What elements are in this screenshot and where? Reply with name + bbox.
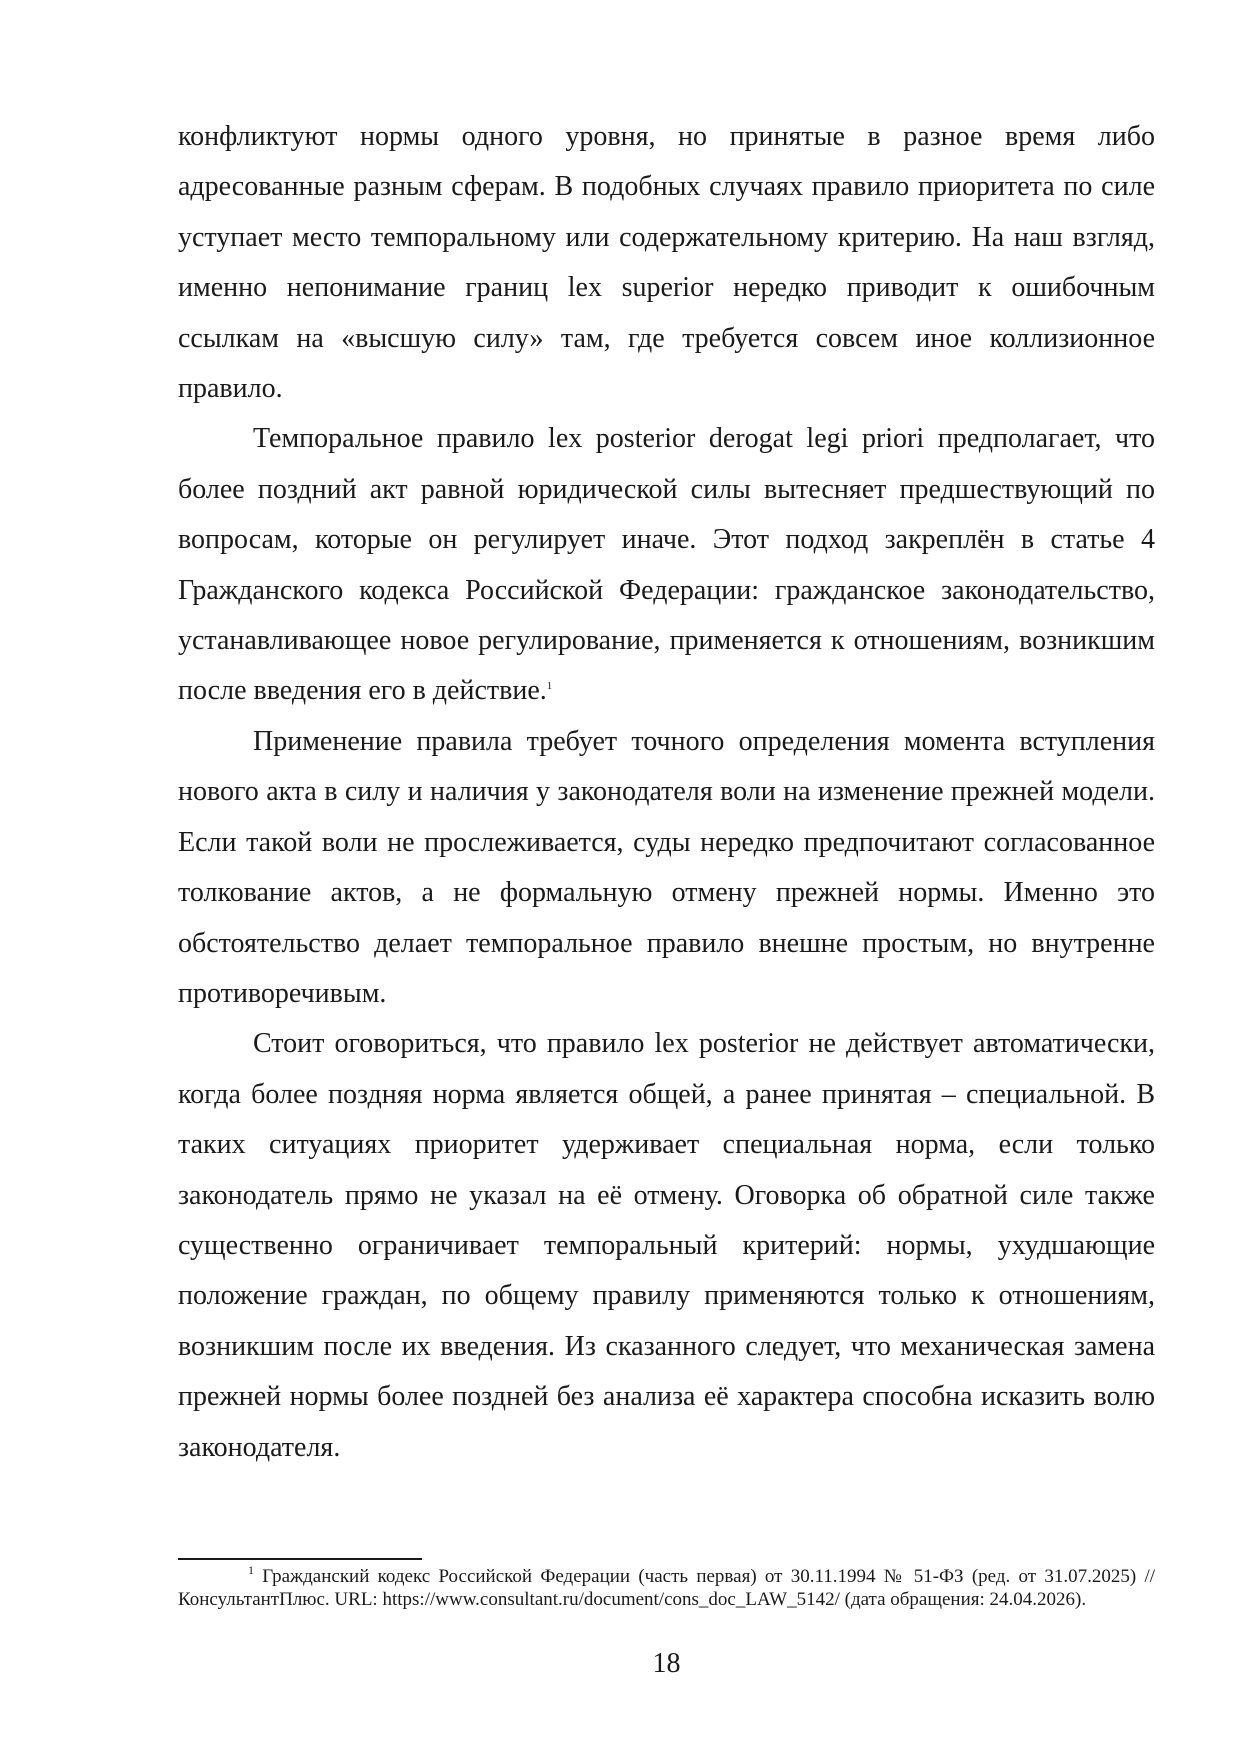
footnote-text: Гражданский кодекс Российской Федерации (часть первая) от 30.11.1994 № 51-ФЗ (ред. от 31.07.2025) // КонсультантПлюс. URL: https://www.consultant.ru/document/cons_doc_LAW_5142/ (дата обращения: 24.04.2026). [178, 1566, 1156, 1610]
paragraph-text: Применение правила требует точного определения момента вступления нового акта в силу и наличия у законодателя воли на изменение прежней модели. Если такой воли не прослеживается, суды нередко предпочитают согласованное толкование актов, а не формальную отмену прежней нормы. Именно это обстоятельство делает темпоральное правило внешне простым, но внутренне противоречивым. [178, 725, 1155, 1009]
page-number: 18 [652, 1648, 681, 1679]
footnote-separator [178, 1558, 422, 1560]
paragraph-lex-posterior [178, 414, 1155, 716]
paragraph-caveat [178, 1019, 1155, 1473]
footnote-reference[interactable]: 1 [546, 680, 553, 693]
paragraph-application [178, 717, 1155, 1019]
body-text [178, 112, 1155, 1473]
footnote [178, 1565, 1155, 1611]
footnote-number: 1 [248, 1563, 254, 1577]
paragraph-text: Темпоральное правило lex posterior derogat legi priori предполагает, что более поздний акт равной юридической силы вытесняет предшествующий по вопросам, которые он регулирует иначе. Этот подход закреплён в статье 4 Гражданского кодекса Российской Федерации: гражданское законодательство, устанавливающее новое регулирование, применяется к отношениям, возникшим после введения его в действие. [178, 423, 1155, 707]
paragraph-continuation [178, 112, 1155, 414]
paragraph-text: конфликтуют нормы одного уровня, но принятые в разное время либо адресованные разным сферам. В подобных случаях правило приоритета по силе уступает место темпоральному или содержательному критерию. На наш взгляд, именно непонимание границ lex superior нередко приводит к ошибочным ссылкам на «высшую силу» там, где требуется совсем иное коллизионное правило. [178, 121, 1155, 405]
paragraph-text: Стоит оговориться, что правило lex posterior не действует автоматически, когда более поздняя норма является общей, а ранее принятая – специальной. В таких ситуациях приоритет удерживает специальная норма, если только законодатель прямо не указал на её отмену. Оговорка об обратной силе также существенно ограничивает темпоральный критерий: нормы, ухудшающие положение граждан, по общему правилу применяются только к отношениям, возникшим после их введения. Из сказанного следует, что механическая замена прежней нормы более поздней без анализа её характера способна исказить волю законодателя. [178, 1028, 1155, 1463]
